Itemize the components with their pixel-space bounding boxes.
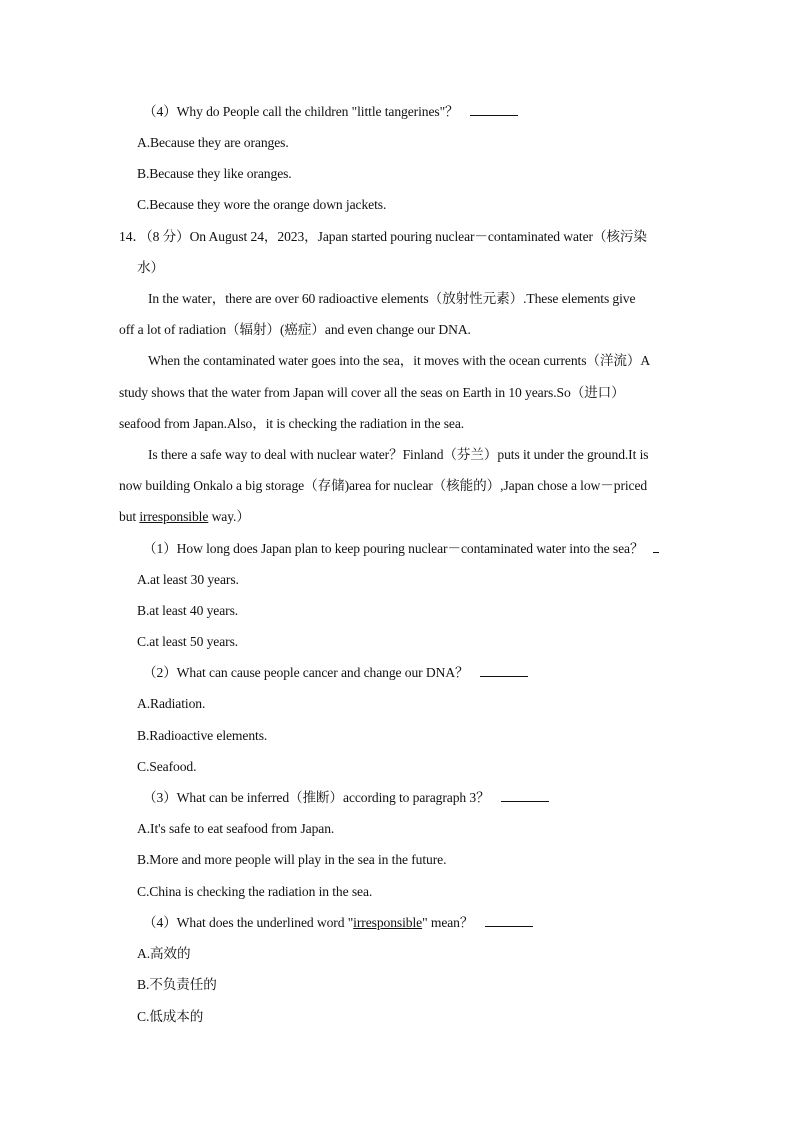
passage-p1-line-1: In the water，there are over 60 radioactive elements（放射性元素）.These elements give bbox=[148, 291, 636, 306]
q14-header-line-2: 水） bbox=[137, 260, 164, 275]
prev-q4-option-b: B.Because they like oranges. bbox=[137, 166, 292, 181]
q14-2-option-a: A.Radiation. bbox=[137, 696, 206, 711]
answer-blank bbox=[485, 914, 533, 927]
q14-1-prompt bbox=[143, 539, 659, 559]
passage-p2-line-2: study shows that the water from Japan will cover all the seas on Earth in 10 years.So（进口） bbox=[119, 385, 625, 400]
prev-q4-option-c: C.Because they wore the orange down jackets. bbox=[137, 197, 387, 212]
q14-2-prompt bbox=[143, 663, 528, 683]
q14-2-option-b: B.Radioactive elements. bbox=[137, 728, 268, 743]
answer-blank bbox=[501, 789, 549, 802]
answer-blank bbox=[653, 540, 659, 553]
q14-4-option-c: C.低成本的 bbox=[137, 1009, 204, 1024]
prev-q4-option-a: A.Because they are oranges. bbox=[137, 135, 289, 150]
q14-4-prompt: （4）What does the underlined word "irresponsible" mean？ bbox=[143, 913, 533, 933]
q14-2-option-c: C.Seafood. bbox=[137, 759, 197, 774]
q14-3-prompt bbox=[143, 788, 549, 808]
question-text: （3）What can be inferred（推断）according to paragraph 3？ bbox=[143, 790, 490, 805]
prev-q4-prompt bbox=[143, 102, 518, 122]
question-text: （2）What can cause people cancer and change our DNA？ bbox=[143, 665, 469, 680]
underlined-word: irresponsible bbox=[139, 509, 209, 524]
q14-4-option-b: B.不负责任的 bbox=[137, 977, 217, 992]
q14-3-option-a: A.It's safe to eat seafood from Japan. bbox=[137, 821, 335, 836]
q14-3-option-c: C.China is checking the radiation in the sea. bbox=[137, 884, 373, 899]
passage-p3-line-2: now building Onkalo a big storage（存储)area for nuclear（核能的）,Japan chose a low－priced bbox=[119, 478, 648, 493]
answer-blank bbox=[480, 664, 528, 677]
q14-1-option-b: B.at least 40 years. bbox=[137, 603, 239, 618]
q14-1-option-a: A.at least 30 years. bbox=[137, 572, 239, 587]
q14-header bbox=[119, 227, 675, 247]
q14-header-line-1: 14．（8 分）On August 24，2023，Japan started pouring nuclear－contaminated water（核污染 bbox=[119, 229, 647, 244]
q14-1-option-c: C.at least 50 years. bbox=[137, 634, 239, 649]
question-text: （1）How long does Japan plan to keep pouring nuclear－contaminated water into the sea？ bbox=[143, 541, 644, 556]
q14-3-option-b: B.More and more people will play in the sea in the future. bbox=[137, 852, 447, 867]
passage-p2-line-1: When the contaminated water goes into the sea，it moves with the ocean currents（洋流）A bbox=[148, 353, 651, 368]
q14-4-option-a: A.高效的 bbox=[137, 946, 191, 961]
passage-p3-line-3: but irresponsible way.） bbox=[119, 509, 250, 524]
passage-p1-line-2: off a lot of radiation（辐射）(癌症）and even change our DNA. bbox=[119, 322, 471, 337]
answer-blank bbox=[470, 103, 518, 116]
underlined-word: irresponsible bbox=[353, 915, 423, 930]
passage-p3-line-1: Is there a safe way to deal with nuclear water？Finland（芬兰）puts it under the ground.It is bbox=[148, 447, 649, 462]
passage-p2-line-3: seafood from Japan.Also，it is checking the radiation in the sea. bbox=[119, 416, 465, 431]
question-text: （4）Why do People call the children "little tangerines"？ bbox=[143, 104, 459, 119]
